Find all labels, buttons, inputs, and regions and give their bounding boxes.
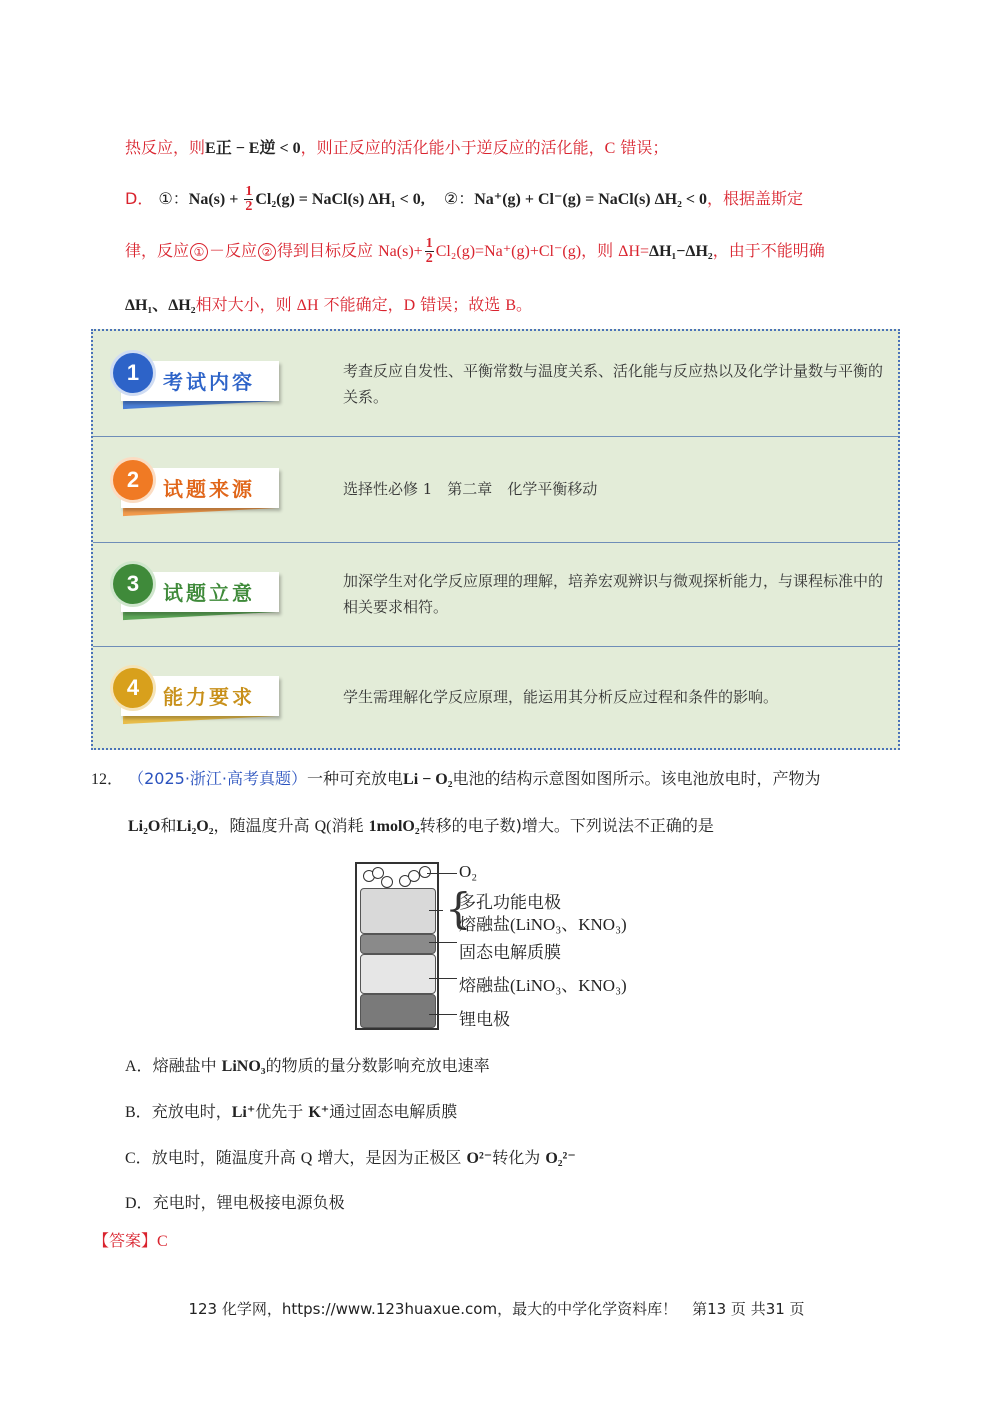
question-source: （2025·浙江·高考真题） — [128, 769, 308, 788]
question-line-1: 12． （2025·浙江·高考真题）一种可充放电Li − O₂电池的结构示意图如图所示。该电池放电时，产物为 — [91, 769, 821, 788]
battery-cell — [355, 862, 439, 1030]
info-text: 考查反应自发性、平衡常数与温度关系、活化能与反应热以及化学计量数与平衡的关系。 — [343, 362, 884, 406]
battery-diagram: O₂ { 多孔功能电极 熔融盐(LiNO₃、KNO₃) 固态电解质膜 熔融盐(LiNO₃、KNO₃) 锂电极 — [355, 862, 645, 1032]
circled-one: ① — [190, 243, 208, 261]
badge-title: 试题来源 — [163, 477, 255, 501]
solid-electrolyte — [360, 934, 436, 954]
badge-2 — [113, 460, 281, 516]
badge-title: 试题立意 — [163, 581, 255, 605]
answer-value: C — [157, 1233, 168, 1250]
question-number: 12． — [91, 771, 124, 788]
badge-number: 2 — [113, 460, 153, 500]
badge-4 — [113, 668, 281, 724]
fraction-half-2: $\frac{1}{2}$ — [425, 236, 433, 266]
badge-1 — [113, 353, 281, 409]
exam-info-box — [91, 329, 900, 750]
info-row-intent — [93, 542, 898, 647]
question-line-2: Li₂O和Li₂O₂，随温度升高 Q(消耗 1molO₂转移的电子数)增大。下列说法不正确的是 — [128, 816, 714, 835]
solution-line-2: D． ①：Na(s) + $\frac{1}{2}$ Cl₂(g) = NaCl(s) ΔH₁ < 0, ②：Na⁺(g) + Cl⁻(g) = NaCl(s) ΔH₂ < 0，根据盖斯定 — [125, 184, 804, 214]
porous-electrode — [360, 888, 436, 934]
badge-title: 能力要求 — [163, 685, 255, 709]
answer — [93, 1228, 168, 1251]
answer-label: 【答案】 — [93, 1231, 158, 1250]
solution-line-3: 律，反应 ① －反应 ② 得到目标反应 Na(s)+ $\frac{1}{2}$ Cl₂(g)=Na⁺(g)+Cl⁻(g)，则 ΔH=ΔH₁−ΔH₂，由于不能明确 — [125, 236, 825, 266]
badge-title: 考试内容 — [163, 370, 255, 394]
badge-number: 3 — [113, 564, 153, 604]
formula: E正 − E逆 < 0 — [205, 140, 301, 157]
fraction-half: $\frac{1}{2}$ — [245, 184, 253, 214]
info-row-content — [93, 331, 898, 437]
option-a: A．熔融盐中 LiNO₃的物质的量分数影响充放电速率 — [125, 1056, 490, 1075]
badge-number: 4 — [113, 668, 153, 708]
page-footer: 123 化学网，https://www.123huaxue.com，最大的中学化学资料库！ 第13 页 共31 页 — [188, 1300, 805, 1318]
molten-salt-lower — [360, 954, 436, 994]
info-text: 选择性必修 1 第二章 化学平衡移动 — [343, 480, 598, 498]
info-text: 加深学生对化学反应原理的理解，培养宏观辨识与微观探析能力，与课程标准中的相关要求相符。 — [343, 572, 884, 616]
option-b: B．充放电时，Li⁺优先于 K⁺通过固态电解质膜 — [125, 1102, 458, 1121]
info-row-ability — [93, 646, 898, 748]
badge-3 — [113, 564, 281, 620]
option-c: C．放电时，随温度升高 Q 增大，是因为正极区 O²⁻转化为 O₂²⁻ — [125, 1148, 576, 1167]
solution-line-4: ΔH₁、ΔH₂相对大小，则 ΔH 不能确定，D 错误；故选 B。 — [125, 295, 533, 314]
info-text: 学生需理解化学反应原理，能运用其分析反应过程和条件的影响。 — [343, 688, 779, 706]
badge-number: 1 — [113, 353, 153, 393]
info-row-source — [93, 436, 898, 543]
solution-line-1: 热反应，则E正 − E逆 < 0，则正反应的活化能小于逆反应的活化能，C 错误； — [125, 138, 669, 157]
lithium-electrode — [360, 994, 436, 1028]
option-d: D．充电时，锂电极接电源负极 — [125, 1193, 345, 1212]
circled-two: ② — [258, 243, 276, 261]
